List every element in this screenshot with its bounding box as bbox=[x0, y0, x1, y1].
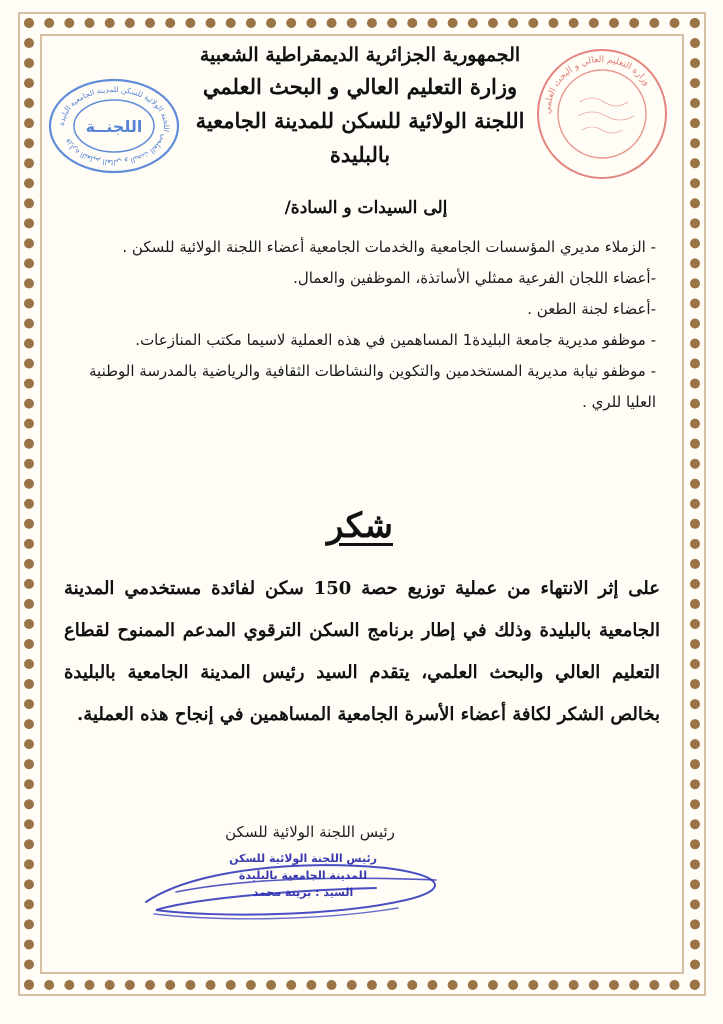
recipient-item: - الزملاء مديري المؤسسات الجامعية والخدمات الجامعية أعضاء اللجنة الولائية للسكن . bbox=[122, 238, 656, 256]
recipient-item: - موظفو مديرية جامعة البليدة1 المساهمين في هذه العملية لاسيما مكتب المنازعات. bbox=[135, 331, 656, 349]
stamp-right-ring-text: وزارة التعليم العالي و البحث العلمي bbox=[542, 54, 652, 115]
letterhead bbox=[180, 40, 540, 172]
signature-stamp-line: السيد : بزينة محمد bbox=[252, 886, 354, 899]
stamp-left-ring-text: وزارة التعليم العالي و البحث العلمي اللجنة الولائية للسكن للمدينة الجامعية البليدة bbox=[56, 84, 172, 168]
thanks-body: على إثر الانتهاء من عملية توزيع حصة 150 سكن لفائدة مستخدمي المدينة الجامعية بالبليدة وذلك في إطار برنامج السكن الترقوي المدعم الممنوح لقطاع التعليم العالي والبحث العلمي، يتقدم السيد رئيس المدينة الجامعية بالبليدة بخالص الشكر لكافة أعضاء الأسرة الجامعية المساهمين في إنجاح هذه العملية. bbox=[64, 578, 660, 725]
stamp-left-center: اللجنــة bbox=[85, 117, 143, 136]
signatory-title: رئيس اللجنة الولائية للسكن bbox=[225, 823, 395, 841]
handwritten-signature bbox=[136, 838, 466, 928]
republic-name: الجمهورية الجزائرية الديمقراطية الشعبية bbox=[199, 44, 521, 66]
committee-name: اللجنة الولائية للسكن للمدينة الجامعية بالبليدة bbox=[195, 108, 525, 167]
thanks-title: شكر bbox=[326, 506, 394, 546]
recipient-item: -أعضاء اللجان الفرعية ممثلي الأساتذة، الموظفين والعمال. bbox=[293, 269, 656, 287]
ministry-stamp-right bbox=[522, 44, 672, 184]
recipients-list bbox=[66, 232, 656, 418]
address-line: إلى السيدات و السادة/ bbox=[284, 198, 448, 218]
signature-stamp-line: رئيس اللجنة الولائية للسكن bbox=[229, 852, 377, 865]
recipient-item: - موظفو نيابة مديرية المستخدمين والتكوين والنشاطات الثقافية والرياضية بالمدرسة الوطنية العليا للري . bbox=[89, 362, 656, 411]
ministry-name: وزارة التعليم العالي و البحث العلمي bbox=[202, 74, 518, 99]
signature-stamp-line: للمدينة الجامعية بالبليدة bbox=[238, 869, 368, 882]
recipient-item: -أعضاء لجنة الطعن . bbox=[527, 300, 656, 318]
ministry-stamp-left bbox=[44, 76, 184, 176]
